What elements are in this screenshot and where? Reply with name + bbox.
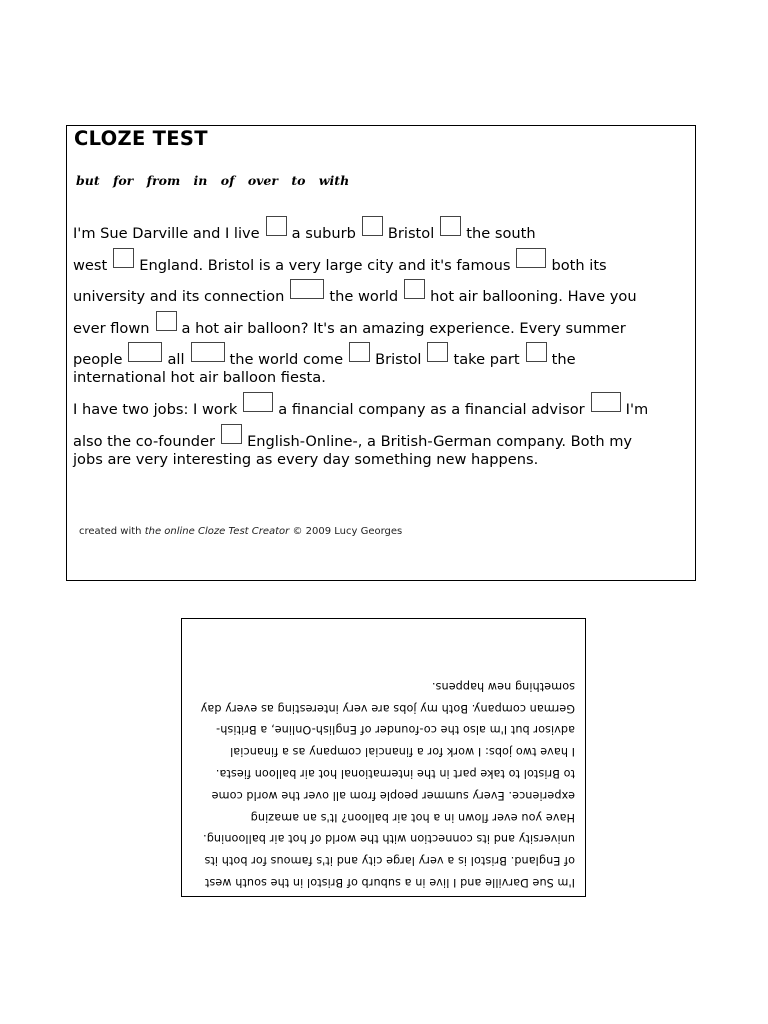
answer-key-line: I have two jobs: I work for a financial company as a financial bbox=[230, 745, 575, 759]
word-bank-item: of bbox=[220, 173, 235, 188]
text-segment: Bristol bbox=[375, 351, 422, 368]
text-segment: hot air ballooning. Have you bbox=[430, 288, 637, 305]
blank-input-9[interactable] bbox=[128, 342, 162, 362]
text-segment: I'm Sue Darville and I live bbox=[73, 225, 260, 242]
word-bank-item: from bbox=[146, 173, 181, 188]
blank-input-7[interactable] bbox=[404, 279, 425, 299]
answer-key-line: advisor but I'm also the co-founder of English-Online, a British- bbox=[216, 723, 575, 737]
answer-key-line: experience. Every summer people from all over the world come bbox=[211, 788, 575, 802]
blank-input-8[interactable] bbox=[156, 311, 177, 331]
word-bank-item: but bbox=[76, 173, 100, 188]
blank-input-14[interactable] bbox=[243, 392, 273, 412]
text-segment: a suburb bbox=[291, 225, 356, 242]
page-title: CLOZE TEST bbox=[74, 127, 208, 150]
text-segment: jobs are very interesting as every day something new happens. bbox=[73, 451, 539, 468]
text-segment: people bbox=[73, 351, 123, 368]
answer-key-line: of England. Bristol is a very large city and it's famous for both its bbox=[204, 854, 575, 868]
text-segment: Bristol bbox=[387, 225, 435, 242]
text-segment: the south bbox=[466, 225, 536, 242]
text-segment: I have two jobs: I work bbox=[73, 401, 238, 418]
credit-creator: the online Cloze Test Creator bbox=[144, 526, 290, 537]
text-segment: English-Online-, a British-German company. Both my bbox=[247, 432, 633, 450]
word-bank-item: with bbox=[318, 173, 350, 188]
text-segment: a financial company as a financial advisor bbox=[278, 401, 585, 418]
text-segment: the world come bbox=[229, 351, 344, 368]
answer-key-line: to Bristol to take part in the international hot air balloon fiesta. bbox=[215, 767, 575, 781]
paragraph-1 bbox=[73, 216, 689, 385]
text-segment: university and its connection bbox=[73, 288, 285, 305]
blank-input-4[interactable] bbox=[113, 248, 134, 268]
blank-input-3[interactable] bbox=[440, 216, 461, 236]
blank-input-11[interactable] bbox=[349, 342, 370, 362]
word-bank-item: in bbox=[193, 173, 208, 188]
answer-key-line: university and its connection with the world of hot air ballooning. bbox=[203, 832, 575, 846]
text-segment: the bbox=[551, 351, 576, 368]
blank-input-10[interactable] bbox=[191, 342, 225, 362]
credit-line bbox=[79, 526, 402, 537]
cloze-test-card bbox=[66, 125, 696, 581]
text-segment: ever flown bbox=[73, 319, 150, 337]
blank-input-16[interactable] bbox=[221, 424, 242, 444]
text-segment: west bbox=[73, 256, 108, 274]
text-segment: take part bbox=[453, 351, 520, 368]
paragraph-2 bbox=[73, 392, 689, 469]
answer-key-box bbox=[181, 618, 586, 897]
blank-input-12[interactable] bbox=[427, 342, 448, 362]
blank-input-6[interactable] bbox=[290, 279, 324, 299]
blank-input-15[interactable] bbox=[591, 392, 621, 412]
text-segment: both its bbox=[551, 256, 607, 274]
answer-key-rotated bbox=[182, 619, 587, 898]
text-segment: a hot air balloon? It's an amazing experience. Every summer bbox=[181, 319, 626, 337]
answer-key-line: something new happens. bbox=[431, 679, 575, 693]
text-segment: international hot air balloon fiesta. bbox=[73, 368, 326, 386]
text-segment: England. Bristol is a very large city and it's famous bbox=[139, 256, 511, 274]
text-segment: all bbox=[167, 351, 185, 368]
word-bank-item: over bbox=[247, 173, 278, 188]
word-bank-item: to bbox=[291, 173, 306, 188]
blank-input-13[interactable] bbox=[526, 342, 547, 362]
credit-copyright: © 2009 Lucy Georges bbox=[292, 526, 403, 537]
answer-key-line: I'm Sue Darville and I live in a suburb of Bristol in the south west bbox=[204, 876, 575, 889]
blank-input-1[interactable] bbox=[266, 216, 287, 236]
word-bank bbox=[76, 173, 358, 188]
word-bank-item: for bbox=[112, 173, 134, 188]
answer-key-text bbox=[180, 675, 575, 893]
answer-key-line: Have you ever flown in a hot air balloon? It's an amazing bbox=[250, 810, 575, 824]
answer-key-line: German company. Both my jobs are very interesting as every day bbox=[200, 701, 575, 715]
blank-input-2[interactable] bbox=[362, 216, 383, 236]
blank-input-5[interactable] bbox=[516, 248, 546, 268]
text-segment: also the co-founder bbox=[73, 432, 216, 450]
text-segment: I'm bbox=[625, 401, 649, 418]
credit-prefix: created with bbox=[79, 526, 142, 537]
text-segment: the world bbox=[329, 288, 399, 305]
